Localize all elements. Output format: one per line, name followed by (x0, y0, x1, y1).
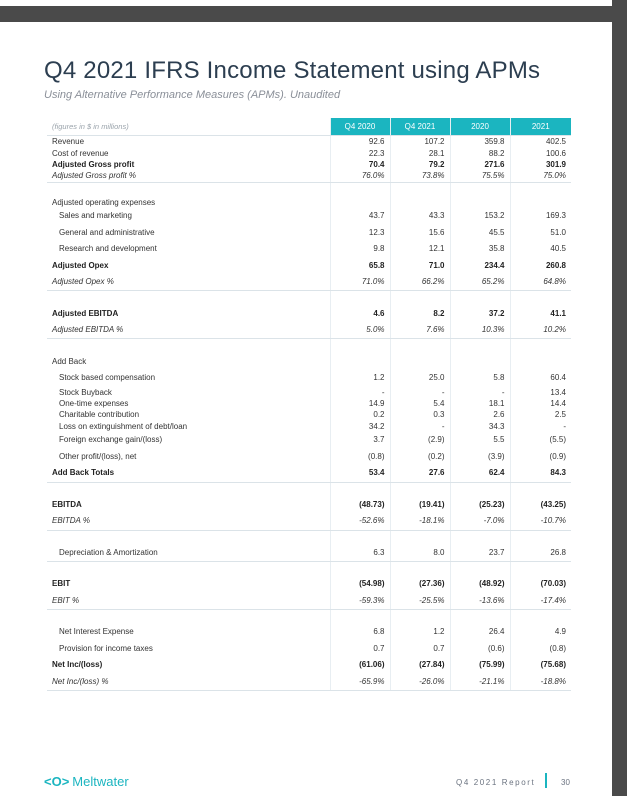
table-row (47, 513, 571, 530)
cell-value: (75.68) (510, 657, 571, 674)
column-header-2020: 2020 (450, 118, 510, 136)
cell-value: 7.6% (390, 322, 450, 339)
cell-value (390, 530, 450, 545)
income-statement-table (47, 118, 571, 691)
cell-value: -59.3% (330, 593, 390, 610)
cell-value: (48.92) (450, 576, 510, 593)
cell-value: (19.41) (390, 497, 450, 514)
cell-value: (0.2) (390, 449, 450, 466)
cell-value: 65.8 (330, 257, 390, 274)
cell-value: 14.4 (510, 398, 571, 409)
cell-value: (0.8) (330, 449, 390, 466)
cell-value: 43.7 (330, 208, 390, 225)
table-row (47, 610, 571, 625)
table-row (47, 562, 571, 577)
report-name: Q4 2021 Report (456, 778, 536, 787)
table-row (47, 182, 571, 197)
table-row (47, 674, 571, 691)
table-row (47, 432, 571, 449)
cell-value: 45.5 (450, 224, 510, 241)
row-label: Add Back (52, 356, 87, 366)
table-row (47, 641, 571, 658)
cell-value: 13.4 (510, 386, 571, 397)
row-label: Cost of revenue (52, 148, 109, 158)
cell-value: (27.84) (390, 657, 450, 674)
cell-value: 60.4 (510, 370, 571, 387)
cell-value: (48.73) (330, 497, 390, 514)
cell-value: 26.8 (510, 545, 571, 562)
cell-value (450, 610, 510, 625)
cell-value: 5.4 (390, 398, 450, 409)
table-row (47, 274, 571, 291)
cell-value: 41.1 (510, 305, 571, 322)
row-label: Other profit/(loss), net (59, 451, 137, 461)
row-label: Adjusted EBITDA % (47, 322, 330, 339)
cell-value: -7.0% (450, 513, 510, 530)
cell-value (450, 197, 510, 208)
cell-value (330, 530, 390, 545)
table-row (47, 370, 571, 387)
row-label: Adjusted EBITDA (52, 308, 119, 318)
cell-value (510, 182, 571, 197)
cell-value (510, 339, 571, 354)
cell-value: (43.25) (510, 497, 571, 514)
cell-value: (70.03) (510, 576, 571, 593)
brand-name: Meltwater (72, 774, 129, 789)
row-label: Stock Buyback (59, 387, 112, 397)
cell-value: (0.9) (510, 449, 571, 466)
cell-value: -13.6% (450, 593, 510, 610)
table-row (47, 657, 571, 674)
cell-value: (27.36) (390, 576, 450, 593)
table-row (47, 421, 571, 432)
cell-value: (2.9) (390, 432, 450, 449)
cell-value (330, 353, 390, 370)
cell-value: 359.8 (450, 136, 510, 148)
table-header-row (47, 118, 571, 136)
cell-value: 43.3 (390, 208, 450, 225)
table-row (47, 322, 571, 339)
meltwater-logo-icon: <O> (44, 774, 70, 789)
row-label: Sales and marketing (59, 211, 132, 221)
table-row (47, 136, 571, 148)
table-row (47, 170, 571, 182)
page-number: 30 (561, 778, 570, 787)
cell-value: 10.3% (450, 322, 510, 339)
cell-value: 2.5 (510, 409, 571, 420)
cell-value: 5.8 (450, 370, 510, 387)
cell-value: 51.0 (510, 224, 571, 241)
cell-value: 9.8 (330, 241, 390, 258)
table-row (47, 398, 571, 409)
cell-value: 107.2 (390, 136, 450, 148)
table-row (47, 257, 571, 274)
cell-value: 65.2% (450, 274, 510, 291)
row-label: Depreciation & Amortization (47, 545, 330, 562)
table-row (47, 545, 571, 562)
cell-value: 6.8 (330, 624, 390, 641)
cell-value: 79.2 (390, 159, 450, 170)
cell-value (450, 339, 510, 354)
row-label: EBIT (52, 579, 71, 589)
cell-value: 28.1 (390, 147, 450, 158)
row-label (47, 291, 330, 306)
table-row (47, 530, 571, 545)
table-row (47, 305, 571, 322)
column-header-q4-2020: Q4 2020 (330, 118, 390, 136)
cell-value (330, 562, 390, 577)
cell-value: 35.8 (450, 241, 510, 258)
cell-value: 3.7 (330, 432, 390, 449)
cell-value: 70.4 (330, 159, 390, 170)
cell-value (510, 530, 571, 545)
cell-value (390, 610, 450, 625)
footer-divider (545, 773, 547, 788)
table-row (47, 409, 571, 420)
cell-value (510, 291, 571, 306)
cell-value: 34.3 (450, 421, 510, 432)
cell-value: (3.9) (450, 449, 510, 466)
cell-value: 402.5 (510, 136, 571, 148)
table-row (47, 449, 571, 466)
cell-value: - (390, 386, 450, 397)
cell-value: 14.9 (330, 398, 390, 409)
row-label: Adjusted Opex % (47, 274, 330, 291)
cell-value (390, 562, 450, 577)
row-label (47, 610, 330, 625)
cell-value: -18.8% (510, 674, 571, 691)
table-row (47, 482, 571, 497)
cell-value (330, 197, 390, 208)
cell-value: 153.2 (450, 208, 510, 225)
cell-value (510, 353, 571, 370)
cell-value: (75.99) (450, 657, 510, 674)
cell-value (450, 530, 510, 545)
cell-value: 260.8 (510, 257, 571, 274)
cell-value: 12.3 (330, 224, 390, 241)
cell-value (510, 482, 571, 497)
cell-value: 271.6 (450, 159, 510, 170)
cell-value (390, 197, 450, 208)
row-label: One-time expenses (59, 399, 129, 409)
cell-value (450, 482, 510, 497)
cell-value: 5.5 (450, 432, 510, 449)
column-header-q4-2021: Q4 2021 (390, 118, 450, 136)
page-title: Q4 2021 IFRS Income Statement using APMs (44, 57, 541, 84)
cell-value: 5.0% (330, 322, 390, 339)
cell-value: 73.8% (390, 170, 450, 182)
table-row (47, 224, 571, 241)
cell-value (510, 610, 571, 625)
cell-value: 4.6 (330, 305, 390, 322)
page-subtitle: Using Alternative Performance Measures (APMs). Unaudited (44, 89, 341, 101)
cell-value (450, 353, 510, 370)
row-label: EBIT % (47, 593, 330, 610)
row-label (47, 562, 330, 577)
cell-value: - (330, 386, 390, 397)
cell-value: -52.6% (330, 513, 390, 530)
cell-value: 26.4 (450, 624, 510, 641)
cell-value: (61.06) (330, 657, 390, 674)
cell-value: -26.0% (390, 674, 450, 691)
cell-value (510, 562, 571, 577)
cell-value: 71.0 (390, 257, 450, 274)
cell-value: 37.2 (450, 305, 510, 322)
row-label (47, 530, 330, 545)
row-label: Revenue (52, 137, 85, 147)
cell-value: 15.6 (390, 224, 450, 241)
cell-value: (0.8) (510, 641, 571, 658)
report-page (0, 22, 612, 796)
cell-value: 66.2% (390, 274, 450, 291)
cell-value (450, 562, 510, 577)
cell-value: 1.2 (390, 624, 450, 641)
cell-value: 10.2% (510, 322, 571, 339)
cell-value (330, 339, 390, 354)
cell-value: - (450, 386, 510, 397)
cell-value (390, 182, 450, 197)
cell-value: 6.3 (330, 545, 390, 562)
row-label: Provision for income taxes (59, 643, 153, 653)
row-label: EBITDA (52, 499, 82, 509)
cell-value: 62.4 (450, 465, 510, 482)
table-row (47, 208, 571, 225)
cell-value: 8.0 (390, 545, 450, 562)
cell-value: -65.9% (330, 674, 390, 691)
table-row (47, 576, 571, 593)
cell-value: -17.4% (510, 593, 571, 610)
cell-value: - (510, 421, 571, 432)
cell-value: (0.6) (450, 641, 510, 658)
cell-value: 1.2 (330, 370, 390, 387)
cell-value: 0.7 (390, 641, 450, 658)
row-label: Charitable contribution (59, 410, 140, 420)
cell-value: 40.5 (510, 241, 571, 258)
table-row (47, 159, 571, 170)
cell-value (390, 339, 450, 354)
cell-value: 22.3 (330, 147, 390, 158)
cell-value (390, 353, 450, 370)
cell-value (330, 610, 390, 625)
meltwater-logo (44, 774, 129, 789)
row-label: Net Interest Expense (59, 627, 134, 637)
cell-value: (25.23) (450, 497, 510, 514)
row-label (47, 182, 330, 197)
units-label: (figures in $ in millions) (47, 118, 330, 136)
table-row (47, 241, 571, 258)
cell-value: - (390, 421, 450, 432)
cell-value: 0.7 (330, 641, 390, 658)
table-row (47, 624, 571, 641)
row-label: Research and development (59, 244, 157, 254)
cell-value: -25.5% (390, 593, 450, 610)
table-row (47, 353, 571, 370)
cell-value: 23.7 (450, 545, 510, 562)
row-label: EBITDA % (47, 513, 330, 530)
cell-value: 4.9 (510, 624, 571, 641)
table-row (47, 197, 571, 208)
row-label: Foreign exchange gain/(loss) (59, 435, 163, 445)
cell-value: 301.9 (510, 159, 571, 170)
cell-value: 2.6 (450, 409, 510, 420)
table-row (47, 339, 571, 354)
cell-value: (54.98) (330, 576, 390, 593)
cell-value (330, 291, 390, 306)
cell-value: -21.1% (450, 674, 510, 691)
row-label: Stock based compensation (59, 373, 156, 383)
table-row (47, 291, 571, 306)
cell-value (510, 197, 571, 208)
table-row (47, 593, 571, 610)
cell-value: 53.4 (330, 465, 390, 482)
cell-value (450, 182, 510, 197)
cell-value: 88.2 (450, 147, 510, 158)
cell-value: 0.2 (330, 409, 390, 420)
cell-value: 0.3 (390, 409, 450, 420)
table-row (47, 386, 571, 397)
previous-page-edge (0, 0, 612, 6)
cell-value: 234.4 (450, 257, 510, 274)
cell-value: 25.0 (390, 370, 450, 387)
cell-value: 12.1 (390, 241, 450, 258)
row-label: Adjusted Gross profit (52, 159, 135, 169)
row-label: Adjusted operating expenses (52, 197, 156, 207)
cell-value: 8.2 (390, 305, 450, 322)
row-label: Net Inc/(loss) % (47, 674, 330, 691)
cell-value: 18.1 (450, 398, 510, 409)
row-label: Loss on extinguishment of debt/loan (59, 421, 188, 431)
table-row (47, 497, 571, 514)
table-row (47, 147, 571, 158)
row-label: Add Back Totals (47, 465, 330, 482)
cell-value (390, 291, 450, 306)
cell-value: 34.2 (330, 421, 390, 432)
cell-value: -18.1% (390, 513, 450, 530)
cell-value: 100.6 (510, 147, 571, 158)
cell-value: 27.6 (390, 465, 450, 482)
cell-value: -10.7% (510, 513, 571, 530)
cell-value: 64.8% (510, 274, 571, 291)
cell-value: 169.3 (510, 208, 571, 225)
cell-value (450, 291, 510, 306)
row-label: Adjusted Opex (52, 260, 109, 270)
table-row (47, 465, 571, 482)
cell-value: (5.5) (510, 432, 571, 449)
cell-value (330, 182, 390, 197)
cell-value: 75.0% (510, 170, 571, 182)
row-label: Adjusted Gross profit % (47, 170, 330, 182)
cell-value (330, 482, 390, 497)
cell-value: 76.0% (330, 170, 390, 182)
row-label: General and administrative (59, 227, 155, 237)
column-header-2021: 2021 (510, 118, 571, 136)
cell-value: 84.3 (510, 465, 571, 482)
cell-value: 71.0% (330, 274, 390, 291)
cell-value: 92.6 (330, 136, 390, 148)
cell-value (390, 482, 450, 497)
row-label (47, 339, 330, 354)
cell-value: 75.5% (450, 170, 510, 182)
row-label (47, 482, 330, 497)
row-label: Net Inc/(loss) (52, 660, 103, 670)
